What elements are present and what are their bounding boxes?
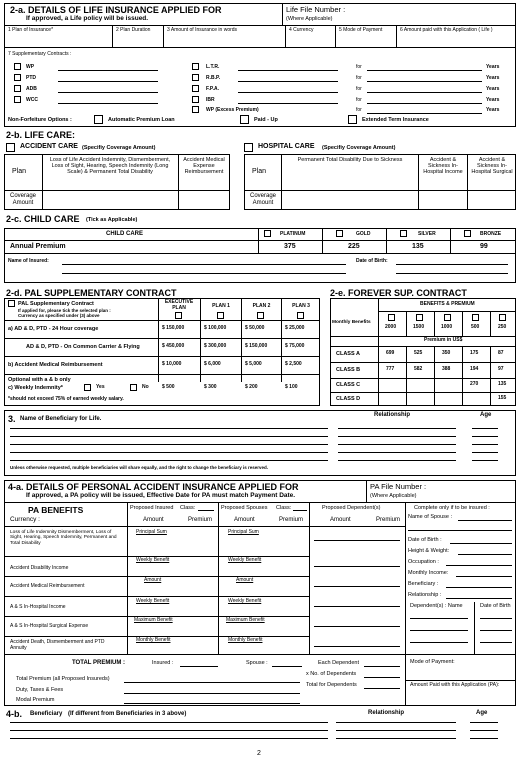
apl-checkbox[interactable] [94, 115, 103, 124]
eti-checkbox[interactable] [348, 115, 357, 124]
section-4a-subtitle: If approved, a PA policy will be issued, Effective Date for PA must match Payment Date. [26, 492, 296, 499]
currency-field[interactable]: 4 Currency [289, 27, 314, 33]
plan-of-insurance-field[interactable]: 1 Plan of Insurance* [8, 27, 54, 33]
silver-checkbox[interactable] [400, 230, 407, 237]
life-file-number-label: Life File Number : [286, 5, 346, 14]
executive-plan-checkbox[interactable] [175, 312, 182, 319]
section-4a-title: 4-a. DETAILS OF PERSONAL ACCIDENT INSURANCE APPLIED FOR [8, 482, 299, 492]
amount-paid-life-field[interactable]: 6 Amount paid with this Application ( Life ) [400, 27, 493, 33]
weekly-no-checkbox[interactable] [130, 384, 137, 391]
benefit-500-checkbox[interactable] [472, 314, 479, 321]
child-care-table [4, 228, 516, 283]
pal-checkbox[interactable] [8, 300, 15, 307]
gold-checkbox[interactable] [336, 230, 343, 237]
adb-checkbox[interactable] [14, 85, 21, 92]
amount-words-field[interactable]: 3 Amount of Insurance in words [167, 27, 238, 33]
rbp-checkbox[interactable] [192, 74, 199, 81]
wp-excess-checkbox[interactable] [192, 106, 199, 113]
section-2b-title: 2-b. LIFE CARE: [6, 130, 75, 140]
fpa-checkbox[interactable] [192, 85, 199, 92]
plan1-checkbox[interactable] [217, 312, 224, 319]
section-4b-title: Beneficiary [30, 711, 63, 717]
weekly-yes-checkbox[interactable] [84, 384, 91, 391]
benefit-1500-checkbox[interactable] [416, 314, 423, 321]
non-forfeiture-label: Non-Forfeiture Options : [8, 117, 72, 123]
hospital-care-title: HOSPITAL CARE [258, 143, 315, 150]
benefit-250-checkbox[interactable] [499, 314, 506, 321]
pa-benefits-title: PA BENEFITS [28, 505, 84, 515]
wcc-checkbox[interactable] [14, 96, 21, 103]
plan-duration-field[interactable]: 2 Plan Duration [116, 27, 151, 33]
plan2-checkbox[interactable] [257, 312, 264, 319]
section-2e-title: 2-e. FOREVER SUP. CONTRACT [330, 288, 467, 298]
section-3-title: Name of Beneficiary for Life. [20, 416, 102, 422]
section-2a-subtitle: If approved, a Life policy will be issued. [26, 15, 149, 22]
benefit-2000-checkbox[interactable] [388, 314, 395, 321]
plan3-checkbox[interactable] [297, 312, 304, 319]
wp-checkbox[interactable] [14, 63, 21, 70]
life-file-number-sub: (Where Applicable) [286, 16, 333, 22]
accident-care-title: ACCIDENT CARE [20, 143, 78, 150]
platinum-checkbox[interactable] [264, 230, 271, 237]
mode-of-payment-field[interactable]: 5 Mode of Payment [339, 27, 383, 33]
page-number: 2 [257, 750, 261, 757]
ibr-checkbox[interactable] [192, 96, 199, 103]
paid-up-checkbox[interactable] [240, 115, 249, 124]
accident-care-checkbox[interactable] [6, 143, 15, 152]
section-2c-title: 2-c. CHILD CARE [6, 214, 80, 224]
benefit-1000-checkbox[interactable] [444, 314, 451, 321]
section-2d-title: 2-d. PAL SUPPLEMENTARY CONTRACT [6, 288, 177, 298]
ltr-checkbox[interactable] [192, 63, 199, 70]
bronze-checkbox[interactable] [464, 230, 471, 237]
section-2a-title: 2-a. DETAILS OF LIFE INSURANCE APPLIED FOR [10, 5, 222, 15]
hospital-care-checkbox[interactable] [244, 143, 253, 152]
ptd-checkbox[interactable] [14, 74, 21, 81]
supplementary-label: 7 Supplementary Contracts : [8, 51, 72, 57]
